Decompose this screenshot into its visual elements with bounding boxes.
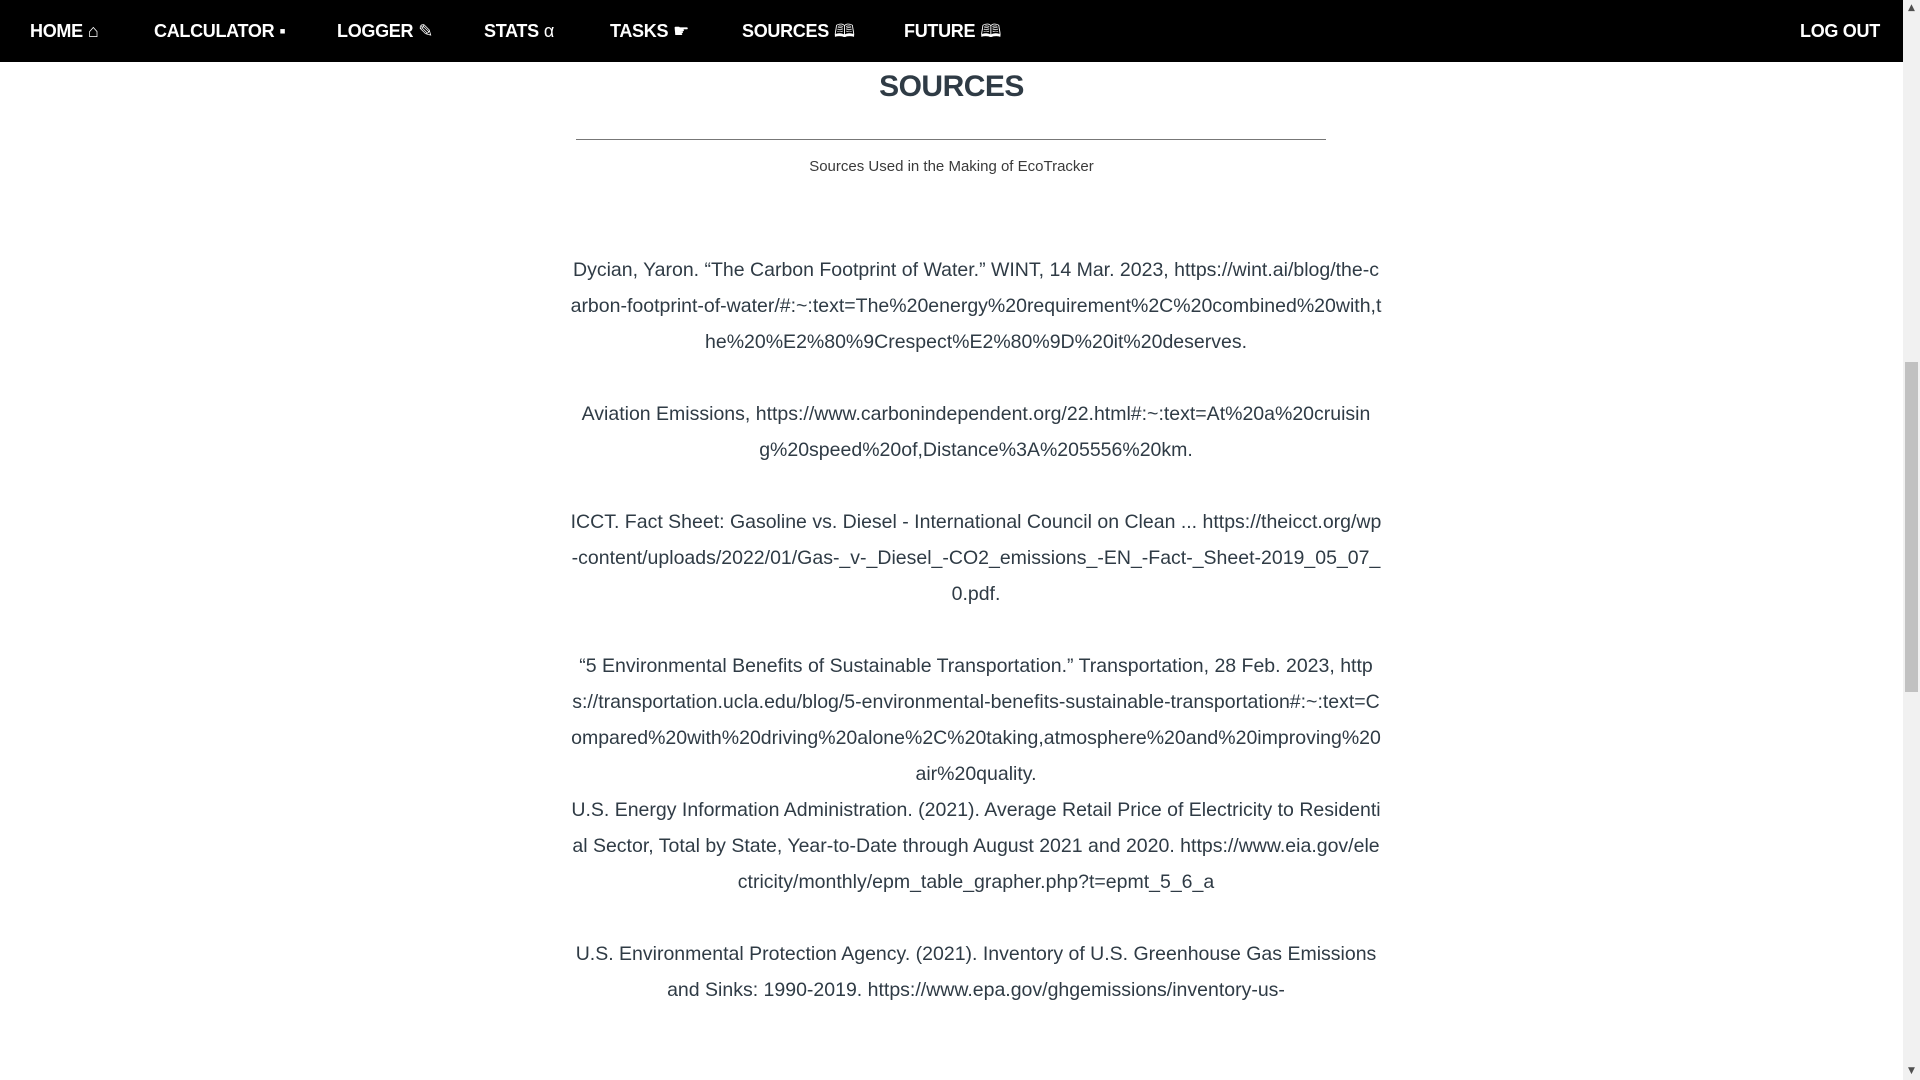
nav-calculator-link[interactable] (154, 0, 285, 62)
nav-tasks-label: TASKS (610, 21, 669, 41)
source-spacer (570, 468, 1382, 504)
nav-home-link[interactable] (30, 0, 98, 62)
nav-future-label: FUTURE (904, 21, 976, 41)
top-navbar (0, 0, 1903, 62)
title-divider (576, 139, 1326, 140)
logout-link[interactable]: LOG OUT (1800, 21, 1880, 41)
book-icon: 🕮 (980, 21, 1002, 41)
source-entry: Aviation Emissions, https://www.carbonindependent.org/22.html#:~:text=At%20a%20cruising%20speed%20of,Distance%3A%205556%20km. (581, 403, 1371, 461)
nav-stats-link[interactable] (484, 0, 554, 62)
source-spacer (570, 612, 1382, 648)
nav-future-link[interactable] (904, 0, 1001, 62)
nav-calculator-label: CALCULATOR (154, 21, 275, 41)
book-icon: 🕮 (833, 21, 855, 41)
nav-stats-label: STATS (484, 21, 539, 41)
pencil-icon: ✎ (418, 21, 433, 41)
source-entry: U.S. Energy Information Administration. (2021). Average Retail Price of Electricity to Residential Sector, Total by State, Year-to-Date through August 2021 and 2020. https://www.eia.gov/electricity/monthly/epm_table_grapher.php?t=epmt_5_6_a (571, 799, 1381, 893)
nav-sources-label: SOURCES (742, 21, 829, 41)
nav-sources-link[interactable] (742, 0, 855, 62)
pointing-hand-icon: ☛ (673, 21, 690, 41)
source-spacer (570, 360, 1382, 396)
nav-home-label: HOME (30, 21, 83, 41)
home-icon: ⌂ (87, 21, 99, 41)
source-spacer (570, 900, 1382, 936)
nav-logger-label: LOGGER (337, 21, 414, 41)
source-entry: “5 Environmental Benefits of Sustainable Transportation.” Transportation, 28 Feb. 2023, https://transportation.ucla.edu/blog/5-environmental-benefits-sustainable-transportation#:~:text=Compared%20with%20driving%20alone%2C%20taking,atmosphere%20and%20improving%20air%20quality. (571, 655, 1381, 785)
source-entry: Dycian, Yaron. “The Carbon Footprint of Water.” WINT, 14 Mar. 2023, https://wint.ai/blog/the-carbon-footprint-of-water/#:~:text=The%20energy%20requirement%2C%20combined%20with,the%20%E2%80%9Crespect%E2%80%9D%20it%20deserves. (570, 259, 1382, 353)
source-entry: ICCT. Fact Sheet: Gasoline vs. Diesel - International Council on Clean ... https://theicct.org/wp-content/uploads/2022/01/Gas-_v-_Diesel_-CO2_emissions_-EN_-Fact-_Sheet-2019_05_07_0.pdf. (570, 511, 1382, 605)
scrollbar-thumb[interactable] (1905, 362, 1918, 692)
nav-tasks-link[interactable] (610, 0, 689, 62)
calculator-icon: ▪ (279, 21, 286, 41)
main-content (0, 62, 1903, 1080)
scroll-down-arrow-icon[interactable]: ▼ (1908, 1066, 1915, 1076)
nav-logger-link[interactable] (337, 0, 433, 62)
alpha-icon: α (543, 21, 554, 41)
page-title: SOURCES (879, 70, 1024, 103)
page-subtitle: Sources Used in the Making of EcoTracker (809, 158, 1094, 175)
scroll-up-arrow-icon[interactable]: ▲ (1908, 3, 1915, 13)
sources-list (570, 252, 1382, 1008)
source-entry: U.S. Environmental Protection Agency. (2021). Inventory of U.S. Greenhouse Gas Emissions and Sinks: 1990-2019. https://www.epa.gov/ghgemissions/inventory-us- (575, 943, 1377, 1001)
vertical-scrollbar[interactable] (1903, 0, 1920, 1080)
